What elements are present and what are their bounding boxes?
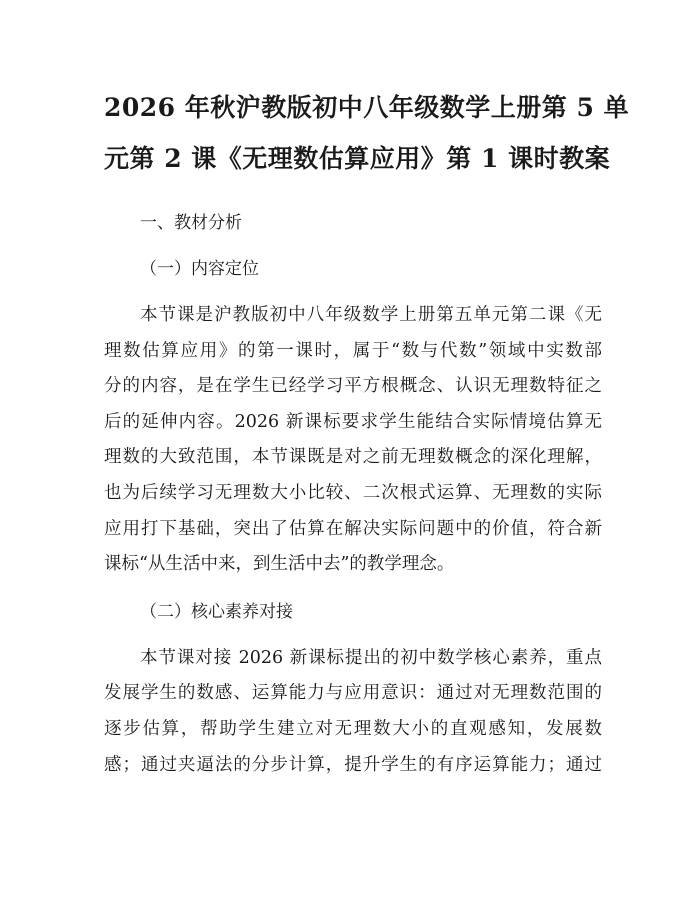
paragraph-line: 也为后续学习无理数大小比较、二次根式运算、无理数的实际 [104, 482, 602, 503]
paragraph-line: 发展学生的数感、运算能力与应用意识：通过对无理数范围的 [104, 683, 602, 704]
subsection-heading-content-positioning: （一）内容定位 [140, 259, 259, 279]
paragraph-line: 课标“从生活中来，到生活中去”的教学理念。 [104, 554, 455, 575]
paragraph-line: 应用打下基础，突出了估算在解决实际问题中的价值，符合新 [104, 518, 602, 539]
paragraph-line: 理数估算应用》的第一课时，属于“数与代数”领域中实数部 [104, 340, 602, 361]
paragraph-line: 后的延伸内容。2026 新课标要求学生能结合实际情境估算无 [104, 411, 602, 432]
document-title [104, 82, 630, 184]
title-line-2: 元第 2 课《无理数估算应用》第 1 课时教案 [104, 144, 611, 173]
title-line-1: 2026 年秋沪教版初中八年级数学上册第 5 单 [104, 93, 630, 122]
paragraph-line: 本节课是沪教版初中八年级数学上册第五单元第二课《无 [140, 305, 602, 325]
paragraph-line: 分的内容，是在学生已经学习平方根概念、认识无理数特征之 [104, 376, 602, 397]
paragraph-line: 理数的大致范围，本节课既是对之前无理数概念的深化理解， [104, 447, 602, 468]
section-heading-teaching-material-analysis: 一、教材分析 [140, 213, 242, 233]
paragraph-line: 本节课对接 2026 新课标提出的初中数学核心素养，重点 [140, 647, 602, 668]
paragraph-line: 逐步估算，帮助学生建立对无理数大小的直观感知，发展数 [104, 718, 602, 739]
paragraph-line: 感；通过夹逼法的分步计算，提升学生的有序运算能力；通过 [104, 754, 602, 775]
subsection-heading-core-literacy: （二）核心素养对接 [140, 601, 293, 622]
paragraph-core-literacy [104, 641, 602, 783]
paragraph-content-positioning [104, 298, 602, 583]
